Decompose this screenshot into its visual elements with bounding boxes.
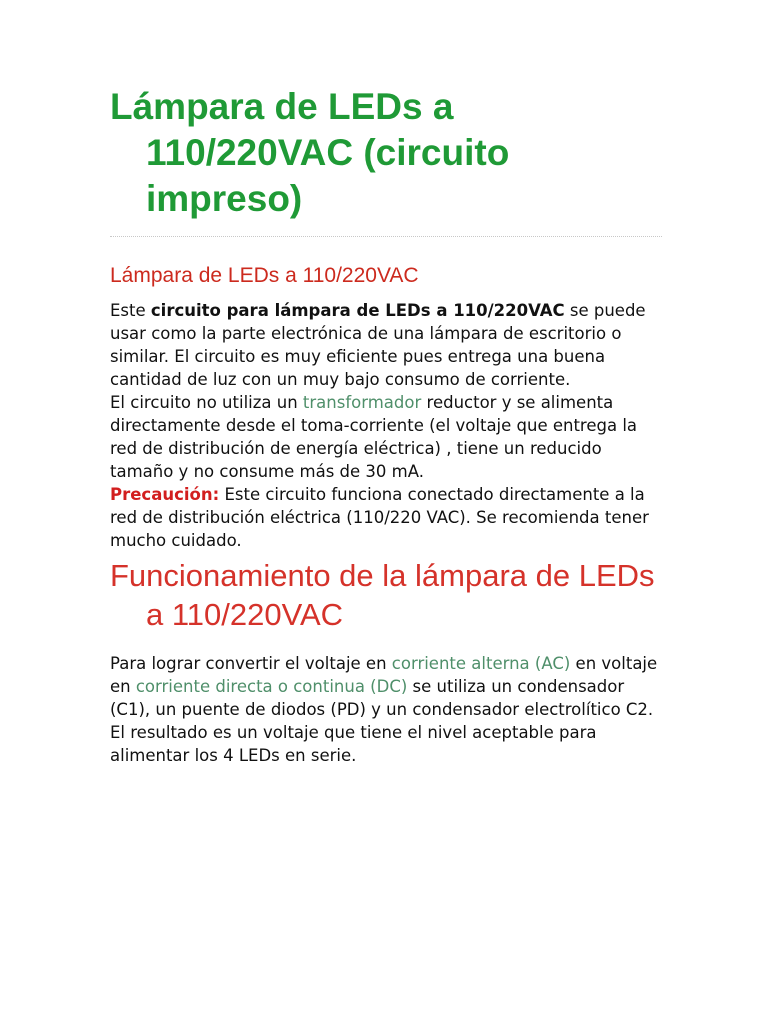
caution-text: Este circuito funciona conectado directamente a la red de distribución eléctrica (110/220 VAC). Se recomienda tener mucho cuidado. xyxy=(110,485,649,550)
caution-label: Precaución: xyxy=(110,485,220,504)
article xyxy=(110,84,662,767)
circuit-text-pre: El circuito no utiliza un xyxy=(110,393,303,412)
page-title: Lámpara de LEDs a 110/220VAC (circuito impreso) xyxy=(110,86,510,219)
title-divider xyxy=(110,236,662,237)
func-text-pre: Para lograr convertir el voltaje en xyxy=(110,654,392,673)
func-text-post: se utiliza un condensador (C1), un puente de diodos (PD) y un condensador electrolítico C2. El resultado es un voltaje que tiene el nivel aceptable para alimentar los 4 LEDs en serie. xyxy=(110,677,654,765)
funcionamiento-paragraph xyxy=(110,652,662,767)
circuit-text-post: reductor y se alimenta directamente desde el toma-corriente (el voltaje que entrega la red de distribución de energía eléctrica) , tiene un reducido tamaño y no consume más de 30 mA. xyxy=(110,393,638,481)
corriente-alterna-link[interactable]: corriente alterna (AC) xyxy=(391,654,571,673)
caution-paragraph xyxy=(110,483,662,552)
intro-paragraph xyxy=(110,299,662,391)
intro-text-pre: Este xyxy=(110,301,151,320)
intro-text-post: se puede usar como la parte electrónica de una lámpara de escritorio o similar. El circuito es muy eficiente pues entrega una buena cantidad de luz con un muy bajo consumo de corriente. xyxy=(110,301,646,389)
circuit-paragraph xyxy=(110,391,662,483)
section-heading-funcionamiento: Funcionamiento de la lámpara de LEDs a 110/220VAC xyxy=(110,558,655,632)
transformador-link[interactable]: transformador xyxy=(302,393,422,412)
intro-bold-text: circuito para lámpara de LEDs a 110/220VAC xyxy=(150,301,565,320)
func-text-mid: en voltaje en xyxy=(110,654,658,696)
section-title: Lámpara de LEDs a 110/220VAC xyxy=(110,264,419,287)
corriente-directa-link[interactable]: corriente directa o continua (DC) xyxy=(135,677,408,696)
